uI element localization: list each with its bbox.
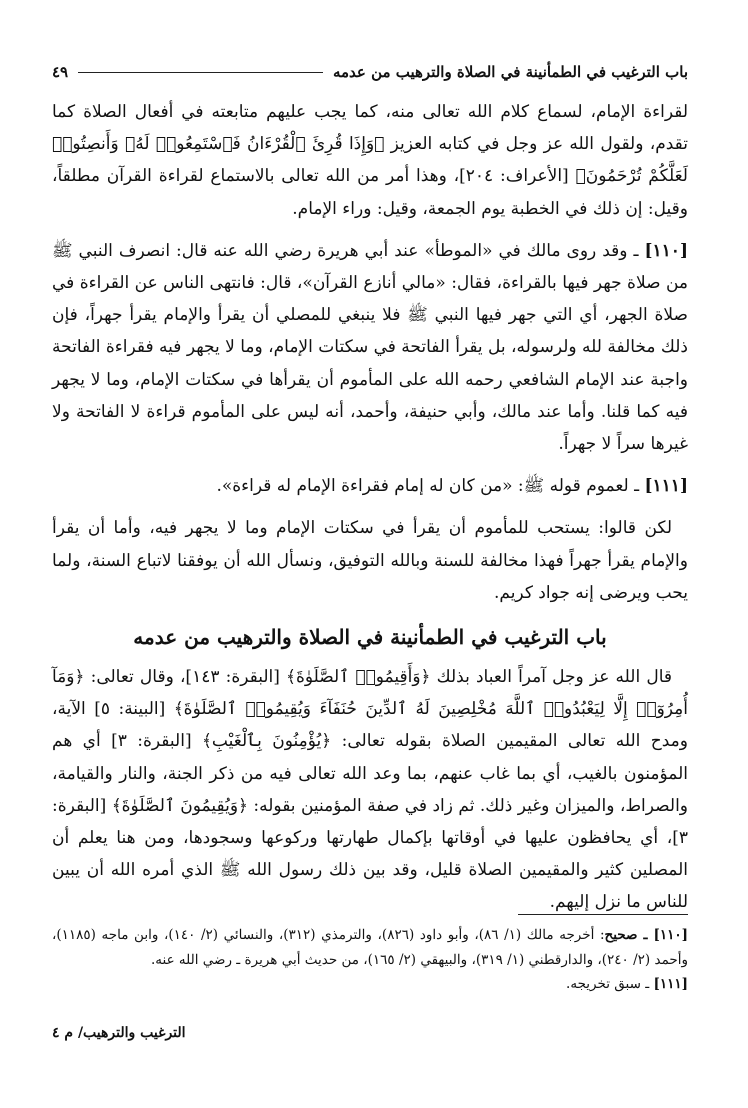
footnote-grade: ـ صحيح bbox=[604, 927, 654, 943]
hadith-111 bbox=[52, 470, 688, 502]
hadith-110 bbox=[52, 235, 688, 460]
running-head bbox=[52, 60, 688, 84]
footnotes bbox=[52, 914, 688, 997]
footnote-111 bbox=[52, 972, 688, 997]
main-text bbox=[52, 96, 688, 919]
running-head-title: باب الترغيب في الطمأنينة في الصلاة والترهيب من عدمه bbox=[332, 63, 688, 81]
paragraph-conclusion: لكن قالوا: يستحب للمأموم أن يقرأ في سكتات الإمام وما لا يجهر فيه، وأما أن يقرأ والإمام يقرأ جهراً فهذا مخالفة للسنة وبالله التوفيق، ونسأل الله أن يوفقنا لاتباع السنة، ولما يحب ويرضى إنه جواد كريم. bbox=[52, 518, 688, 603]
signature-mark: الترغيب والترهيب/ م ٤ bbox=[52, 1025, 186, 1041]
paragraph-section: قال الله عز وجل آمراً العباد بذلك ﴿وَأَقِيمُوا۟ ٱلصَّلَوٰةَ﴾ [البقرة: ١٤٣]، وقال تعالى: ﴿وَمَآ أُمِرُوٓا۟ إِلَّا لِيَعْبُدُوا۟ ٱللَّهَ مُخْلِصِينَ لَهُ ٱلدِّينَ حُنَفَآءَ وَيُقِيمُوا۟ ٱلصَّلَوٰةَ﴾ [البينة: ٥] الآية، ومدح الله تعالى المقيمين الصلاة بقوله تعالى: ﴿يُؤْمِنُونَ بِٱلْغَيْبِ﴾ [البقرة: ٣] أي هم المؤمنون بالغيب، أي بما غاب عنهم، بما وعد الله تعالى فيه من ذكر الجنة، والنار والقيامة، والصراط، والميزان وغير ذلك. ثم زاد في صفة المؤمنين بقوله: ﴿وَيُقِيمُونَ ٱلصَّلَوٰةَ﴾ [البقرة: ٣]، أي يحافظون عليها في أوقاتها بإكمال طهارتها وركوعها وسجودها، ومن هنا يعلم أن المصلين كثير والمقيمين الصلاة قليل، وقد بين ذلك رسول الله ﷺ الذي أمره الله أن يبين للناس ما نزل إليهم. bbox=[52, 667, 688, 913]
page-number: ٤٩ bbox=[52, 63, 69, 81]
hadith-110-text: ـ وقد روى مالك في «الموطأ» عند أبي هريرة رضي الله عنه قال: انصرف النبي ﷺ من صلاة جهر فيها بالقراءة، فقال: «مالي أنازع القرآن»، قال: فانتهى الناس عن القراءة في صلاة الجهر، أي التي جهر فيها النبي ﷺ فلا ينبغي للمصلي أن يقرأ والإمام يقرأ جهراً، فإن ذلك مخالفة لله ولرسوله، بل يقرأ الفاتحة في سكتات الإمام، وما لا يجهر فيه فقراءة الفاتحة واجبة عند الإمام الشافعي رحمه الله على المأموم أن يقرأها في سكتات الإمام، وما لا يجهر فيه كما قلنا. وأما عند مالك، وأبي حنيفة، وأحمد، أنه ليس على المأموم قراءة لا الفاتحة ولا غيرها سراً لا جهراً. bbox=[52, 240, 688, 455]
footnote-111-text: ـ سبق تخريجه. bbox=[566, 976, 654, 992]
paragraph-continuation: لقراءة الإمام، لسماع كلام الله تعالى منه، كما يجب عليهم متابعته في أفعال الصلاة كما تقدم، ولقول الله عز وجل في كتابه العزيز ﴿وَإِذَا قُرِئَ ٱلْقُرْءَانُ فَٱسْتَمِعُوا۟ لَهُۥ وَأَنصِتُوا۟ لَعَلَّكُمْ تُرْحَمُونَ﴾ [الأعراف: ٢٠٤]، وهذا أمر من الله تعالى بالاستماع لقراءة القرآن مطلقاً، وقيل: إن ذلك في الخطبة يوم الجمعة، وقيل: وراء الإمام. bbox=[52, 102, 688, 219]
footnote-number: [١١٠] bbox=[653, 927, 689, 943]
running-head-rule bbox=[78, 72, 323, 73]
section-heading: باب الترغيب في الطمأنينة في الصلاة والترهيب من عدمه bbox=[133, 625, 607, 650]
hadith-number: [١١٠] bbox=[644, 240, 688, 261]
footnote-110-text: : أخرجه مالك (١/ ٨٦)، وأبو داود (٨٢٦)، والترمذي (٣١٢)، والنسائي (٢/ ١٤٠)، وابن ماجه (١١٨٥)، وأحمد (٢/ ٢٤٠)، والدارقطني (١/ ٣١٩)، والبيهقي (٢/ ١٦٥)، من حديث أبي هريرة ـ رضي الله عنه. bbox=[52, 927, 688, 968]
footnote-rule bbox=[518, 914, 688, 915]
hadith-number: [١١١] bbox=[644, 476, 688, 497]
hadith-111-text: ـ لعموم قوله ﷺ: «من كان له إمام فقراءة الإمام له قراءة». bbox=[216, 476, 645, 497]
footnote-110 bbox=[52, 923, 688, 972]
footnote-number: [١١١] bbox=[653, 976, 688, 992]
